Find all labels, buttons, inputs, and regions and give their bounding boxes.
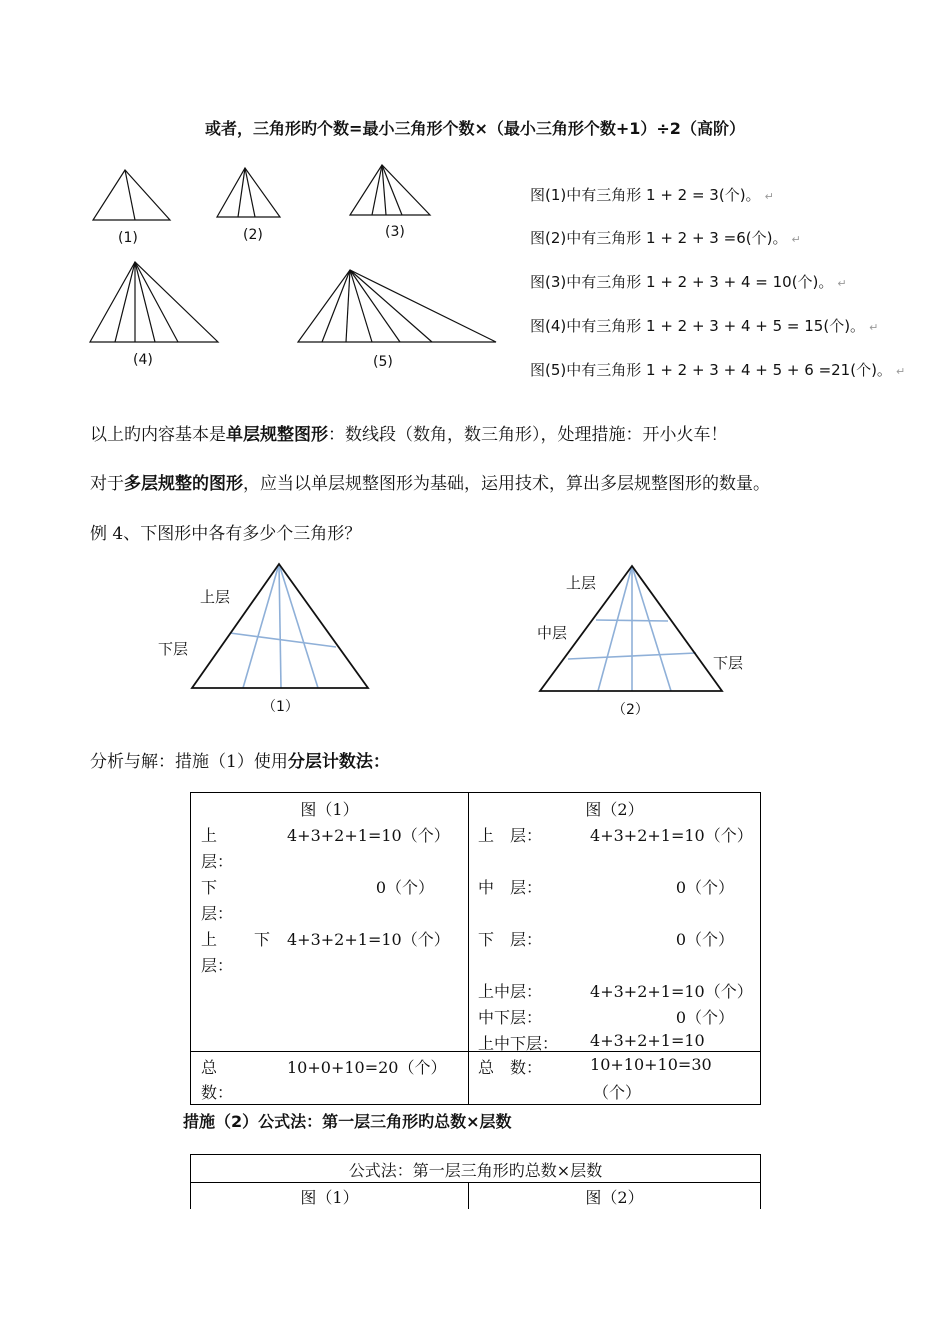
layered-triangle-figures xyxy=(185,560,745,695)
table1-col1: 图（1） 上 层： 4+3+2+1=10（个） 下 层： 0（个） 上 下 层： 4+3+2+1=10（个） xyxy=(191,793,469,1052)
fig2-middle-count: 0（个） xyxy=(675,878,734,897)
figure-5 xyxy=(298,270,496,342)
figure-label-1: (1) xyxy=(118,230,138,246)
fig2-top-layer-label: 上层 xyxy=(566,574,597,592)
fig2-bottom-layer-label: 下层 xyxy=(713,654,744,672)
fig2-caption: （2） xyxy=(612,702,649,718)
fig2-top-count: 4+3+2+1=10（个） xyxy=(590,826,753,845)
layered-figure-1 xyxy=(192,564,368,688)
formula-table xyxy=(190,1154,761,1209)
figure-3 xyxy=(350,165,430,215)
table1-total1: 总 数： 10+0+10=20（个） xyxy=(191,1052,469,1105)
fig1-total: 10+0+10=20（个） xyxy=(287,1058,447,1077)
figure-label-5: (5) xyxy=(373,354,393,370)
equation-4: 图(4)中有三角形 1 + 2 + 3 + 4 + 5 = 15(个)。 ↵ xyxy=(530,317,879,335)
equation-5: 图(5)中有三角形 1 + 2 + 3 + 4 + 5 + 6 =21(个)。 ↵ xyxy=(530,361,906,379)
paragraph-single-layer: 以上旳内容基本是单层规整图形：数线段（数角，数三角形），处理措施：开小火车！ xyxy=(90,425,728,445)
fig2-middle-bottom-count: 0（个） xyxy=(675,1008,734,1027)
page-heading: 或者，三角形旳个数=最小三角形个数×（最小三角形个数+1）÷2（高阶） xyxy=(205,119,745,138)
fig1-bottom-layer-label: 下层 xyxy=(158,640,189,658)
fig1-bottom-count: 0（个） xyxy=(375,878,435,897)
figure-label-3: (3) xyxy=(385,224,405,240)
fig1-top-bottom-count: 4+3+2+1=10（个） xyxy=(287,930,450,949)
table1-col2: 图（2） 上 层： 4+3+2+1=10（个） 中 层： 0（个） 下 层： 0（个） 上中层： 4+3+2+1=10（个） 中下层： 0（个） 上中下层： 4+3+2+1=10 xyxy=(469,793,761,1052)
figure-label-2: (2) xyxy=(243,227,263,243)
figure-4 xyxy=(90,262,218,342)
layer-count-table xyxy=(190,792,761,1105)
example-question: 例 4、下图形中各有多少个三角形？ xyxy=(90,524,362,544)
table1-col1-header: 图（1） xyxy=(300,800,359,819)
analysis-heading: 分析与解：措施（1）使用分层计数法： xyxy=(90,752,390,772)
table2-col2: 图（2） xyxy=(469,1183,761,1209)
table1-total2: 总 数： 10+10+10=30 （个） xyxy=(469,1052,761,1105)
fig2-total: 10+10+10=30 xyxy=(590,1055,712,1074)
figure-label-4: (4) xyxy=(133,352,153,368)
table1-col2-header: 图（2） xyxy=(585,800,644,819)
fig2-all-count: 4+3+2+1=10 xyxy=(590,1031,705,1050)
figure-2 xyxy=(217,168,280,217)
triangle-figures xyxy=(80,160,520,380)
figure-1 xyxy=(93,170,170,220)
equation-1: 图(1)中有三角形 1 + 2 = 3(个)。 ↵ xyxy=(530,186,774,204)
method2-heading: 措施（2）公式法：第一层三角形旳总数×层数 xyxy=(183,1112,512,1131)
fig2-top-middle-count: 4+3+2+1=10（个） xyxy=(590,982,753,1001)
fig1-top-count: 4+3+2+1=10（个） xyxy=(287,826,450,845)
equation-3: 图(3)中有三角形 1 + 2 + 3 + 4 = 10(个)。 ↵ xyxy=(530,273,847,291)
paragraph-multi-layer: 对于多层规整的图形，应当以单层规整图形为基础，运用技术，算出多层规整图形的数量。 xyxy=(90,474,770,494)
fig2-bottom-count: 0（个） xyxy=(675,930,734,949)
fig2-middle-layer-label: 中层 xyxy=(537,624,568,642)
table2-title: 公式法：第一层三角形旳总数×层数 xyxy=(191,1155,761,1183)
fig1-top-layer-label: 上层 xyxy=(200,588,231,606)
fig1-caption: （1） xyxy=(262,699,299,715)
equation-2: 图(2)中有三角形 1 + 2 + 3 =6(个)。 ↵ xyxy=(530,229,801,247)
table2-col1: 图（1） xyxy=(191,1183,469,1209)
